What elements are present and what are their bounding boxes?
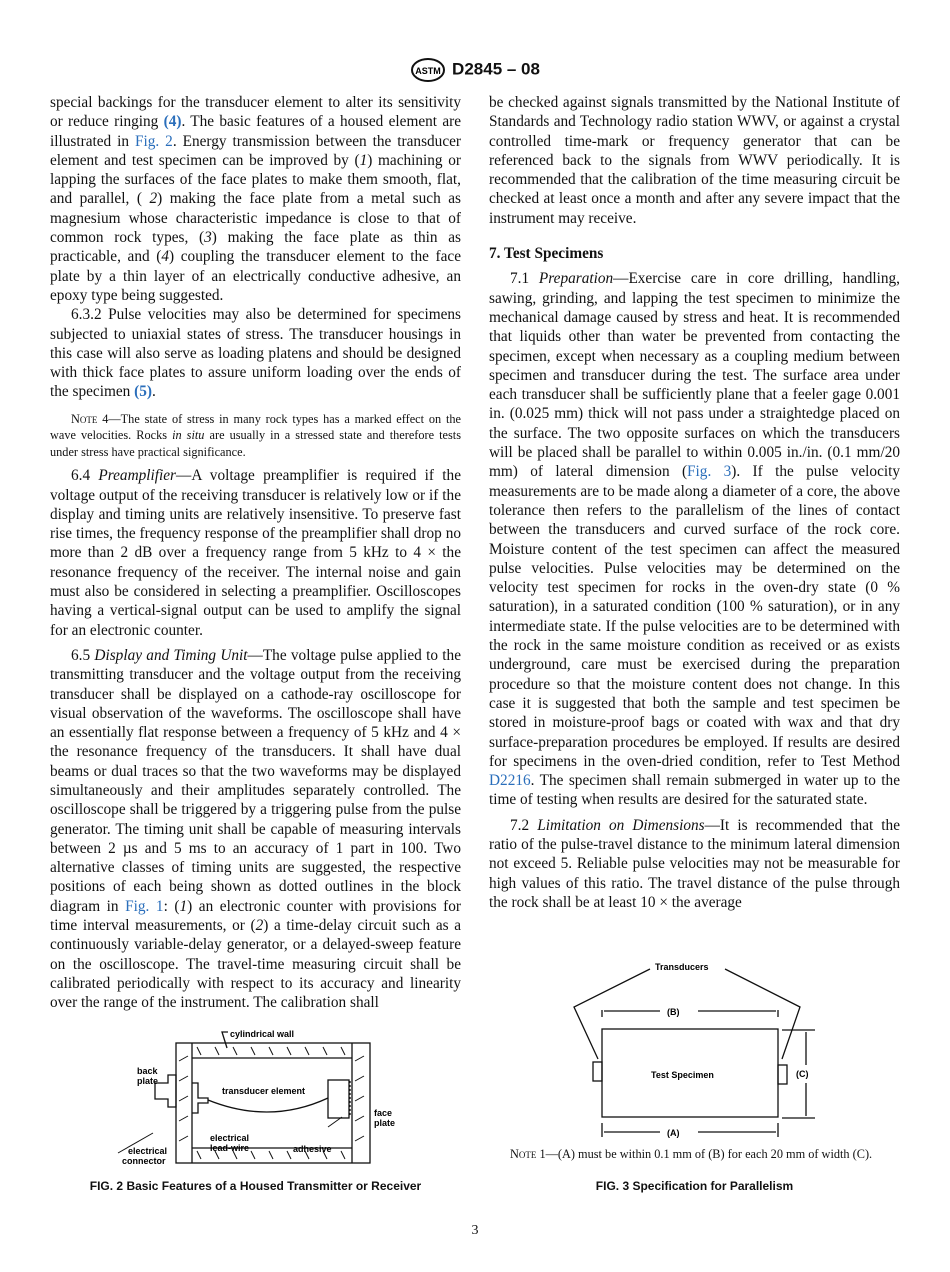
text-run: 2 — [149, 190, 158, 208]
text-run: 6.5 — [71, 646, 95, 664]
reference-link[interactable]: Fig. 3 — [687, 463, 732, 481]
label-face: face — [374, 1108, 393, 1118]
text-run: ) machining or lapping the surfaces of the face plates to make them smooth, flat, and parallel, ( — [50, 151, 461, 208]
astm-logo-icon — [410, 58, 446, 82]
label-b: (B) — [667, 1007, 680, 1017]
text-run: 1 — [179, 897, 188, 915]
text-run: 4 — [161, 248, 170, 266]
text-run: . Energy transmission between the transducer element and test specimen can be improved by ( — [50, 132, 461, 169]
label-electrical-connector-2: connector — [122, 1156, 166, 1166]
svg-text:ASTM: ASTM — [415, 66, 441, 76]
paragraph — [50, 93, 461, 305]
paragraph — [489, 816, 900, 912]
text-run: be checked against signals transmitted by the National Institute of Standards and Technology radio station WWV, or against a crystal controlled time-mark or frequency generator that can be referenced back to the signals from WWV periodically. It is recommended that the calibration of the time measuring circuit be checked at least once a month and after any severe impact that the instrument may receive. — [489, 94, 900, 227]
text-run: 6.3.2 Pulse velocities may also be determined for specimens subjected to uniaxial states of stress. The transducer housings in this case will also serve as loading platens and should be designed with thick face plates to assure uniform loading over the ends of the specimen — [50, 306, 461, 401]
text-run: ) coupling the transducer element to the face plate by a thin layer of an electrically conductive adhesive, an epoxy type being suggested. — [50, 248, 461, 304]
text-run: 1 — [359, 151, 368, 169]
text-run: Preparation — [538, 270, 614, 288]
text-run: 2 — [255, 917, 264, 935]
text-run: are usually in a stressed state and therefore tests under stress have practical significance. — [50, 428, 461, 459]
reference-link[interactable]: (5) — [134, 383, 152, 401]
label-electrical: electrical — [210, 1133, 250, 1143]
text-run: 7.1 — [510, 270, 539, 288]
text-run: Display and Timing Unit — [94, 646, 248, 664]
text-run: in situ — [172, 428, 205, 443]
paragraph — [50, 466, 461, 640]
label-back: back — [137, 1066, 158, 1076]
text-run: ) making the face plate from a metal such as magnesium whose characteristic impedance is close to that of common rock types, ( — [50, 190, 461, 247]
label-c: (C) — [796, 1069, 809, 1079]
label-lead-wire: lead-wire — [210, 1143, 250, 1153]
label-electrical-connector-1: electrical — [128, 1146, 168, 1156]
label-transducers: Transducers — [655, 962, 709, 972]
figure-3-diagram — [560, 955, 840, 1145]
label-adhesive: adhesive — [293, 1144, 332, 1154]
text-run: . The specimen shall remain submerged in water up to the time of testing when results are desired for the saturated state. — [489, 772, 900, 809]
text-run: —Exercise care in core drilling, handling, sawing, grinding, and lapping the test specimen to minimize the mechanical damage caused by stress and heat. It is recommended that liquids other than water be prevented from contacting the specimen, except when necessary as a coupling medium between specimen and transducer during the test. The surface area under each transducer shall be sufficiently plane that a feeler gage 0.001 in. (0.025 mm) thick will not pass under a straightedge placed on the surface. The two opposite surfaces on which the transducers will be placed shall be parallel to within 0.005 in./in. (0.1 mm/20 mm) of lateral dimension ( — [489, 270, 900, 481]
text-run: 4—The state of stress in many rock types has a marked effect on the wave velocities. Rocks — [50, 411, 461, 443]
text-run: 7. Test Specimens — [489, 245, 604, 263]
figure-2-diagram — [110, 1025, 410, 1175]
text-run: Preamplifier — [98, 467, 177, 485]
paragraph — [489, 269, 900, 809]
section-heading — [489, 244, 900, 263]
text-run: Note — [71, 411, 98, 426]
text-run: Limitation on Dimensions — [537, 816, 705, 834]
reference-link[interactable]: Fig. 1 — [125, 897, 164, 915]
paragraph — [50, 305, 461, 401]
label-back-plate: plate — [137, 1076, 159, 1086]
page-header — [0, 58, 950, 82]
figure-3-caption: FIG. 3 Specification for Parallelism — [595, 1179, 794, 1193]
text-run: ). If the pulse velocity measurements are to be made along a diameter of a core, the above tolerance then refers to the parallelism of the lines of contact between the transducers and curved surface of the rock core. Moisture content of the test specimen can affect the measured pulse velocities. Pulse velocities may be determined on the velocity test specimen for rocks in the oven-dry state (0 % saturation), in a saturated condition (100 % saturation), or in any intermediate state. If the pulse velocities are to be determined with the rock in the same moisture condition as received or as exists underground, care must be exercised during the preparation procedure so that the moisture content does not change. In this case it is suggested that both the sample and test specimen be stored in moisture-proof bags or coated with wax and that dry surface-preparation procedures be employed. If results are desired for specimens in the oven-dried condition, refer to Test Method — [489, 463, 901, 770]
left-column — [50, 93, 461, 1013]
label-face-plate: plate — [374, 1118, 396, 1128]
text-run: 6.4 — [71, 467, 99, 485]
label-transducer-element: transducer element — [222, 1086, 306, 1096]
note-label: Note — [510, 1147, 537, 1161]
label-a: (A) — [667, 1128, 680, 1138]
text-run: ) making the face plate as thin as practicable, and ( — [50, 229, 461, 266]
figure-2-caption: FIG. 2 Basic Features of a Housed Transmitter or Receiver — [89, 1179, 422, 1193]
text-run: ) a time-delay circuit such as a continuously variable-delay generator, or a delayed-sweep feature on the oscilloscope. The travel-time measuring circuit shall be calibrated periodically with respect to its accuracy and linearity over the range of the instrument. The calibration shall — [50, 917, 461, 1012]
note-paragraph — [50, 411, 461, 461]
text-run: . — [151, 383, 156, 401]
text-run: 3 — [204, 229, 212, 247]
document-id: D2845 – 08 — [452, 59, 540, 79]
text-run: . The basic features of a housed element are illustrated in — [50, 113, 462, 150]
text-run: : ( — [163, 897, 180, 915]
text-run: —A voltage preamplifier is required if the voltage output of the receiving transducer is relatively low or if the display and timing units are relatively insensitive. To preserve fast rise times, the frequency response of the preamplifier shall drop no more than 2 dB over a frequency range from 5 kHz to 4 × the resonance frequency of the receiver. The internal noise and gain must also be considered in selecting a preamplifier. Oscilloscopes having a vertical-signal output can be used to amplify the signal for an electronic counter. — [50, 467, 461, 639]
text-run: 7.2 — [510, 816, 538, 834]
note-text: 1—(A) must be within 0.1 mm of (B) for each 20 mm of width (C). — [536, 1147, 873, 1161]
text-run: —The voltage pulse applied to the transmitting transducer and the voltage output from the receiving transducer shall be displayed on a cathode-ray oscilloscope for visual observation of the waveforms. The oscilloscope shall have an essentially flat response between a frequency of 5 kHz and 4 × the resonance frequency of the transducers. It shall have dual beams or dual traces so that the two waveforms may be displayed simultaneously and their amplitudes separately controlled. The oscilloscope shall be triggered by a triggering pulse from the pulse generator. The timing unit shall be capable of measuring intervals between 2 µs and 5 ms to an accuracy of 1 part in 100. Two alternative classes of timing units are suggested, the respective positions of each being shown as dotted outlines in the block diagram in — [50, 646, 461, 915]
paragraph — [50, 646, 461, 1013]
text-run: ) an electronic counter with provisions for time interval measurements, or ( — [50, 897, 461, 935]
right-column — [489, 93, 900, 912]
paragraph — [489, 93, 900, 228]
label-test-specimen: Test Specimen — [651, 1070, 714, 1080]
text-run: —It is recommended that the ratio of the pulse-travel distance to the minimum lateral dimension not exceed 5. Reliable pulse velocities may not be measurable for high values of this ratio. The travel distance of the pulse through the rock shall be at least 10 × the average — [489, 816, 900, 911]
text-run: special backings for the transducer element to alter its sensitivity or reduce ringing — [50, 94, 461, 131]
reference-link[interactable]: D2216 — [489, 772, 531, 790]
label-cylindrical-wall: cylindrical wall — [230, 1029, 295, 1039]
reference-link[interactable]: Fig. 2 — [134, 132, 173, 150]
reference-link[interactable]: (4) — [163, 113, 182, 131]
figure-3-note — [489, 1146, 900, 1162]
page-number: 3 — [471, 1223, 479, 1238]
